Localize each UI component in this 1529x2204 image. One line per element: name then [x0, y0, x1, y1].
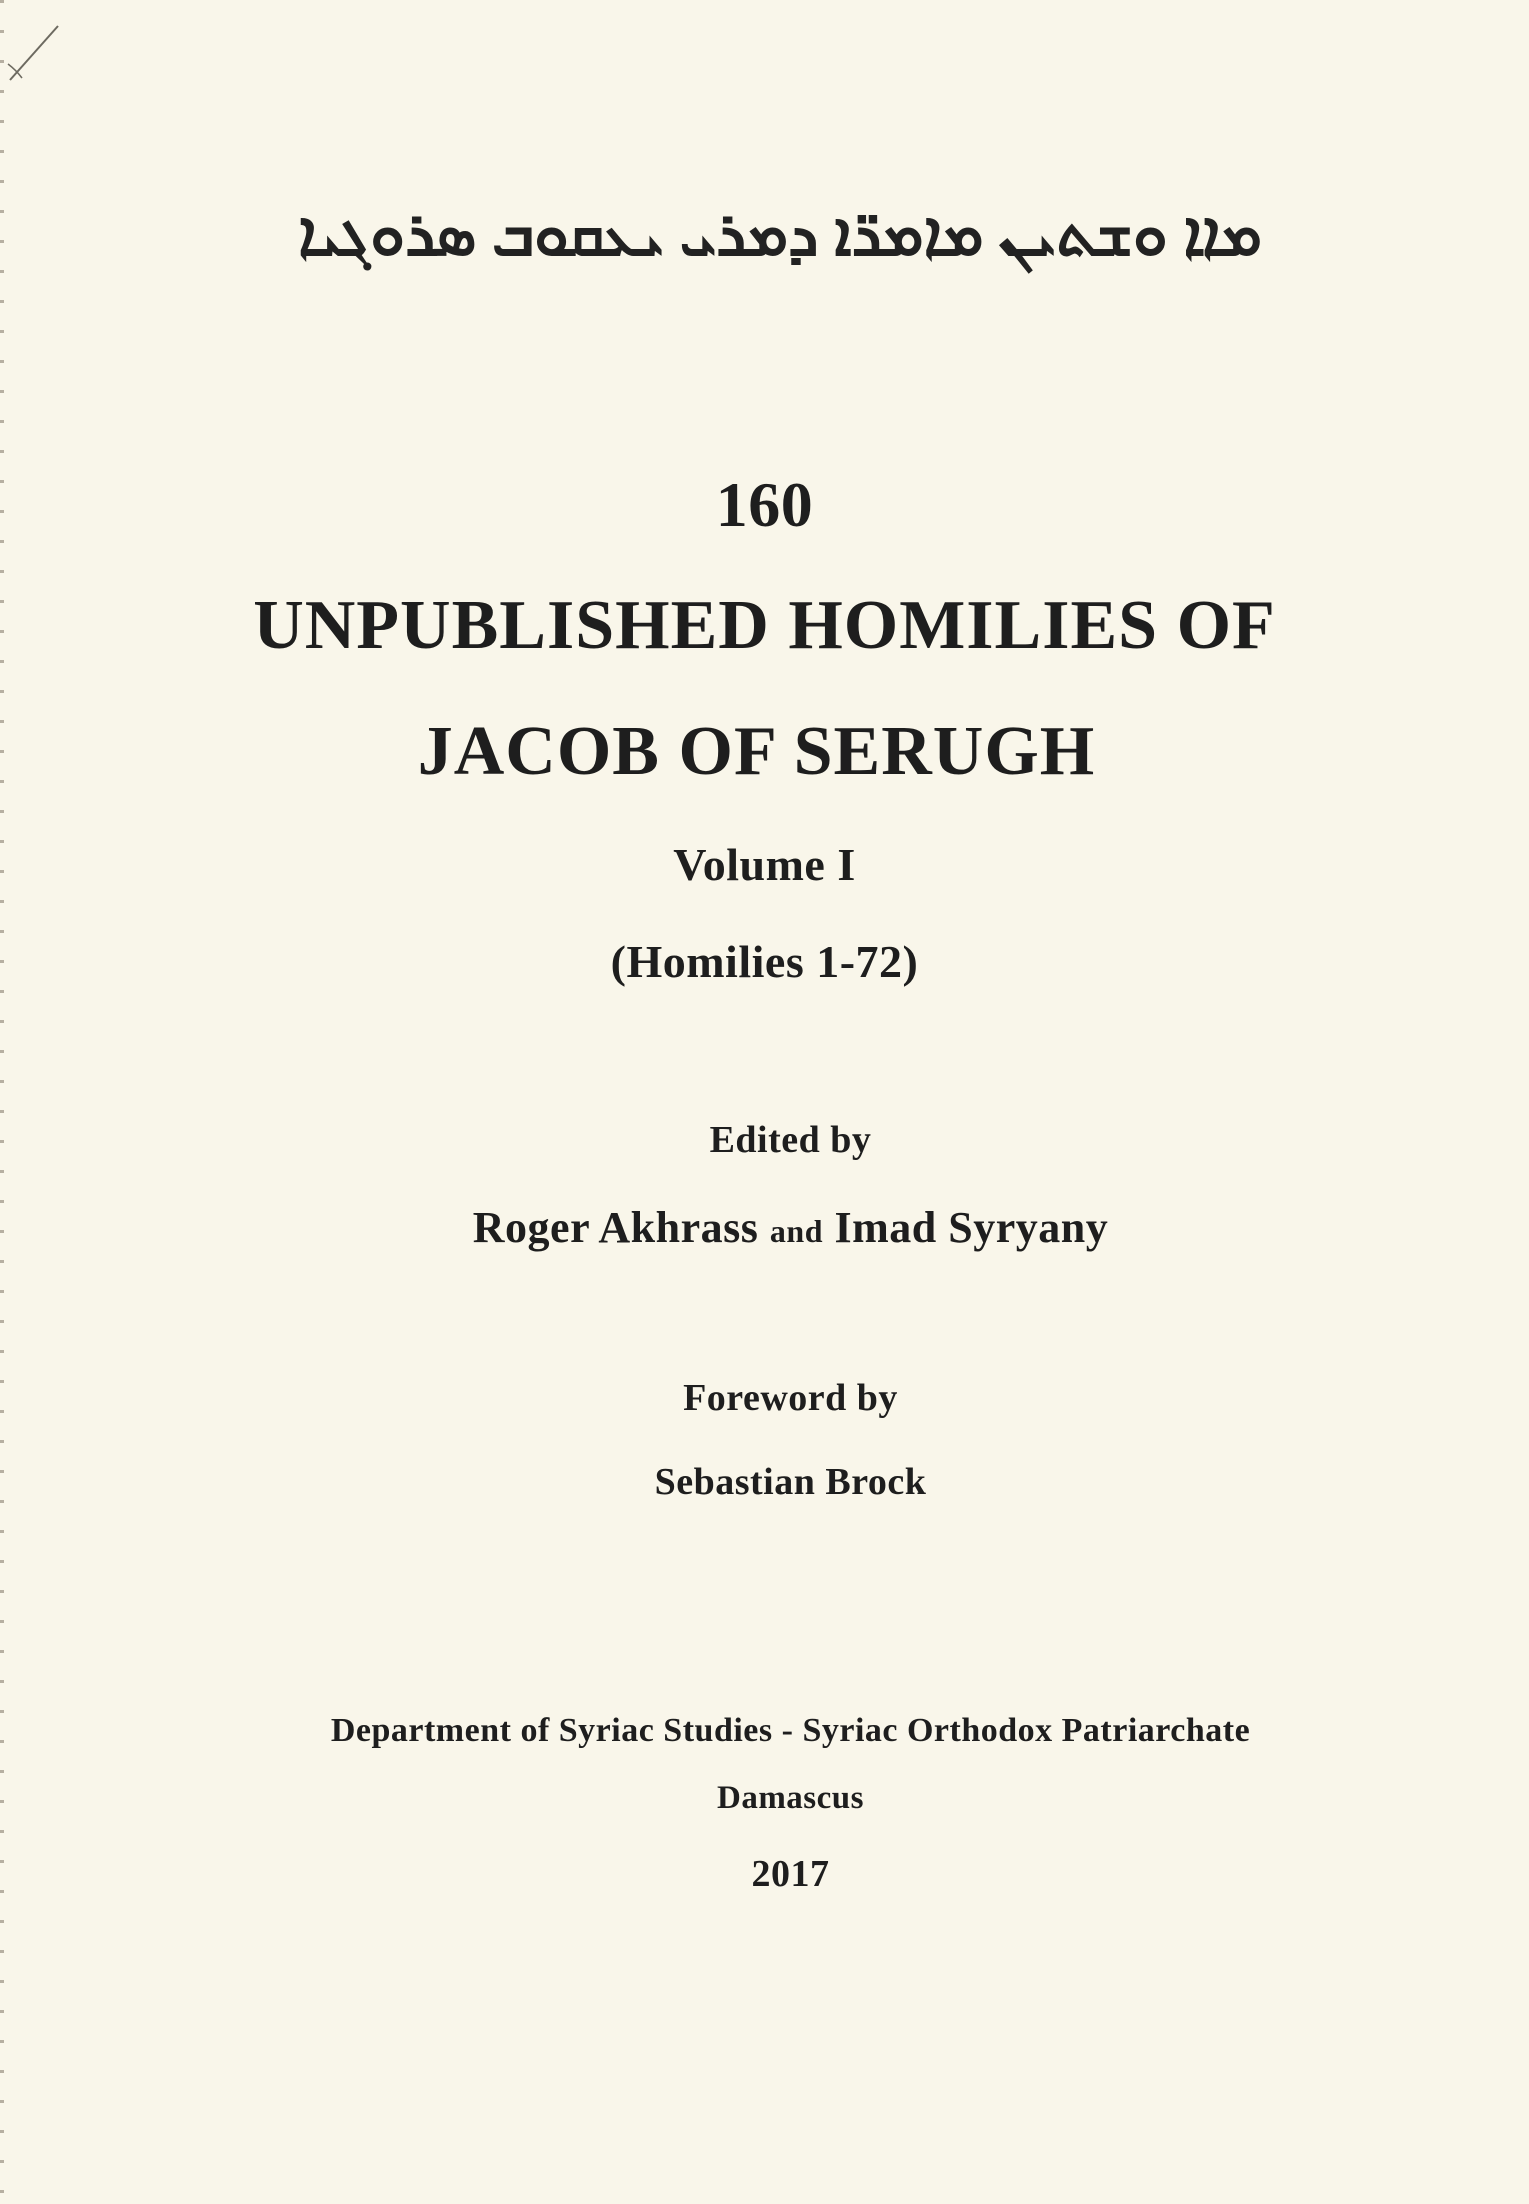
foreword-by-label: Foreword by: [683, 1377, 898, 1419]
publisher-name: Department of Syriac Studies - Syriac Orthodox Patriarchate: [330, 1712, 1251, 1749]
foreword-author: Sebastian Brock: [654, 1461, 927, 1503]
editor-name-2: Imad Syryany: [834, 1203, 1109, 1252]
homily-count: 160: [715, 469, 814, 540]
edited-by-label: Edited by: [709, 1119, 872, 1161]
publication-year: 2017: [751, 1853, 830, 1895]
editor-conjunction: and: [769, 1213, 823, 1249]
volume-label: Volume I: [673, 839, 856, 890]
publication-city: Damascus: [716, 1780, 864, 1816]
page-edge-binding: [0, 0, 4, 2204]
syriac-title: ܡܐܐ ܘܫܬܝܢ ܡܐܡܪ̈ܐ ܕܡܪܝ ܝܥܩܘܒ ܣܪܘܓܝܐ: [298, 201, 1262, 269]
book-title-line-2: JACOB OF SERUGH: [417, 713, 1096, 790]
pencil-mark-icon: [6, 20, 66, 90]
editor-name-1: Roger Akhrass: [472, 1203, 759, 1252]
homilies-range: (Homilies 1-72): [610, 936, 919, 987]
book-title-line-1: UNPUBLISHED HOMILIES OF: [253, 587, 1276, 664]
editors-line: [26, 1202, 1529, 1253]
